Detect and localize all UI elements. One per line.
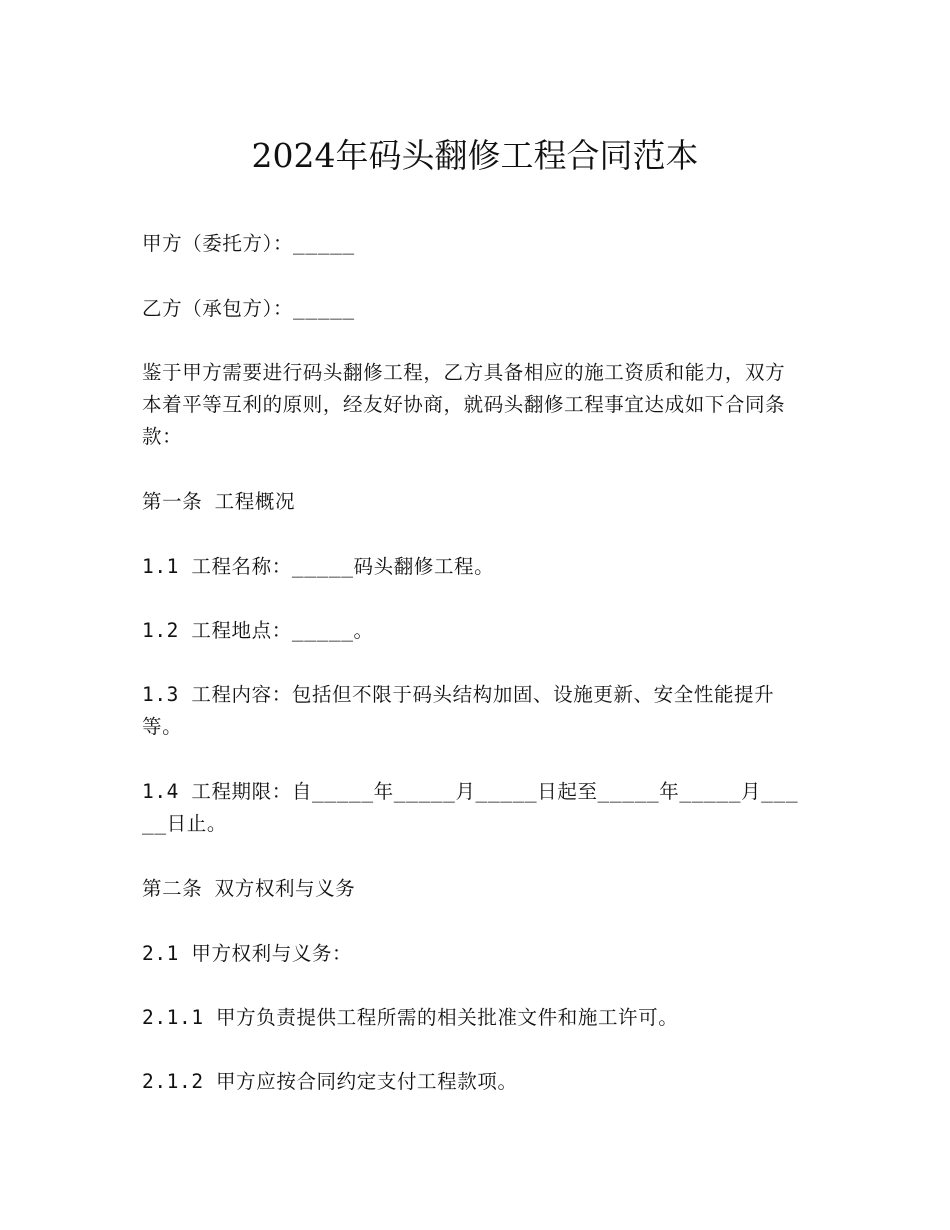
preamble-paragraph: 鉴于甲方需要进行码头翻修工程，乙方具备相应的施工资质和能力，双方本着平等互利的原则，经友好协商，就码头翻修工程事宜达成如下合同条款： (142, 361, 786, 448)
clause-1-2: 1.2 工程地点：_____。 (142, 619, 374, 642)
document-title: 2024年码头翻修工程合同范本 (251, 136, 699, 175)
party-b-line: 乙方（承包方）：_____ (142, 297, 355, 320)
party-a-line: 甲方（委托方）：_____ (142, 232, 355, 255)
clause-2-1-1: 2.1.1 甲方负责提供工程所需的相关批准文件和施工许可。 (142, 1006, 679, 1029)
clause-2-1: 2.1 甲方权利与义务： (142, 942, 353, 965)
clause-1-4: 1.4 工程期限：自_____年_____月_____日起至_____年_____月_____日止。 (142, 780, 799, 835)
article-1-heading: 第一条 工程概况 (142, 490, 296, 513)
clause-2-1-2: 2.1.2 甲方应按合同约定支付工程款项。 (142, 1070, 518, 1093)
article-2-heading: 第二条 双方权利与义务 (142, 877, 356, 900)
clause-1-1: 1.1 工程名称：_____码头翻修工程。 (142, 555, 495, 578)
clause-1-3: 1.3 工程内容：包括但不限于码头结构加固、设施更新、安全性能提升等。 (142, 683, 775, 738)
